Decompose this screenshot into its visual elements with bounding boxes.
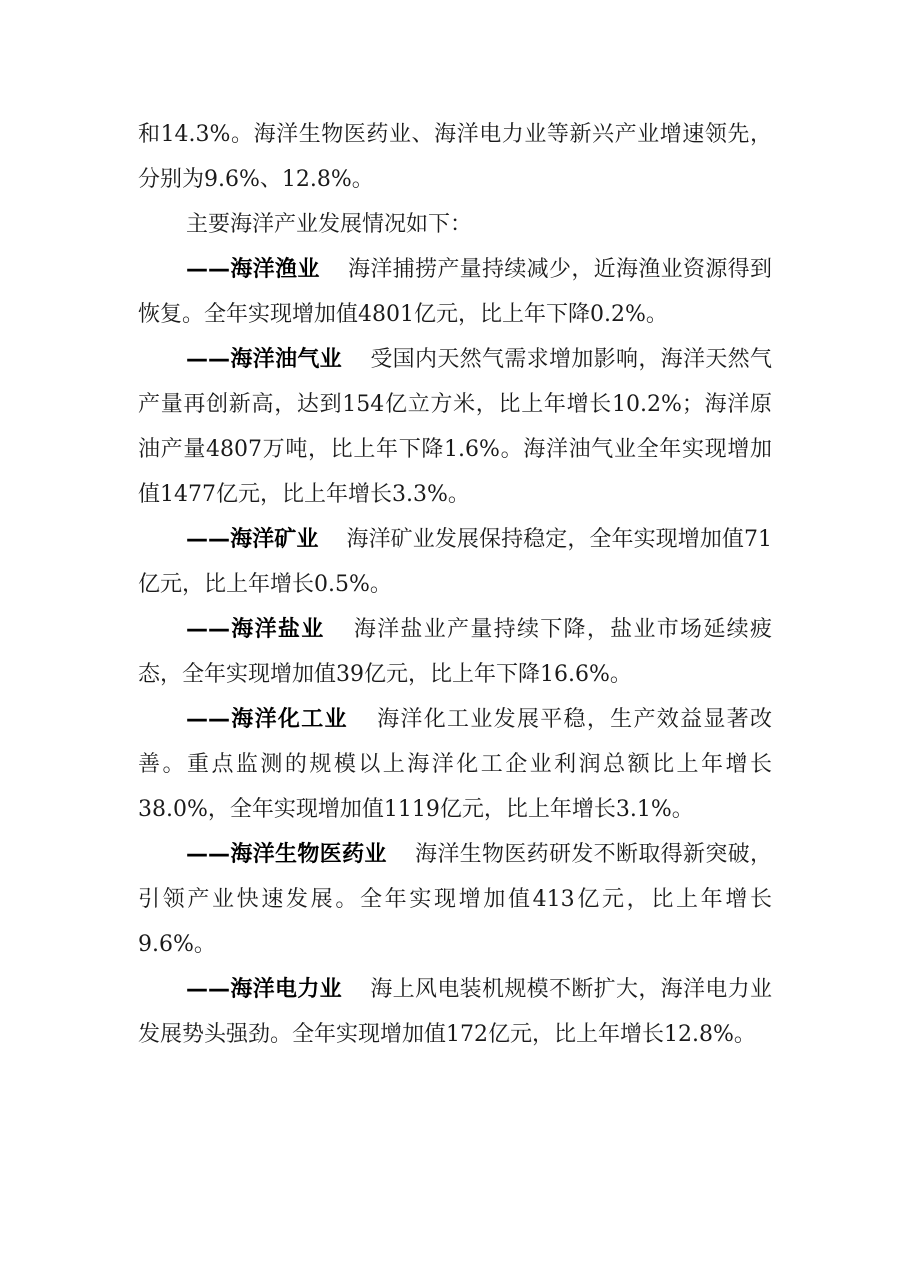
section-body: 受国内天然气需求增加影响，海洋天然气产量再创新高，达到154亿立方米，比上年增长10.2%；海洋原油产量4807万吨，比上年下降1.6%。海洋油气业全年实现增加值1477亿元，比上年增长3.3%。 [138,347,772,507]
lead-text: 主要海洋产业发展情况如下： [186,212,473,237]
section-body: 海洋生物医药研发不断取得新突破，引领产业快速发展。全年实现增加值413亿元，比上年增长9.6%。 [138,842,772,957]
section-body: 海洋捕捞产量持续减少，近海渔业资源得到恢复。全年实现增加值4801亿元，比上年下降0.2%。 [138,257,772,327]
section-heading: ——海洋生物医药业 [186,842,387,867]
section-chemical [138,697,772,832]
section-body: 海上风电装机规模不断扩大，海洋电力业发展势头强劲。全年实现增加值172亿元，比上年增长12.8%。 [138,977,772,1047]
section-body: 海洋矿业发展保持稳定，全年实现增加值71亿元，比上年增长0.5%。 [138,527,772,597]
section-mining [138,517,772,607]
section-body: 海洋盐业产量持续下降，盐业市场延续疲态，全年实现增加值39亿元，比上年下降16.6%。 [138,617,772,687]
section-fishery [138,247,772,337]
section-heading: ——海洋盐业 [186,617,325,642]
section-body: 海洋化工业发展平稳，生产效益显著改善。重点监测的规模以上海洋化工企业利润总额比上年增长38.0%，全年实现增加值1119亿元，比上年增长3.1%。 [138,707,772,822]
section-electric-power [138,967,772,1057]
section-heading: ——海洋油气业 [186,347,342,372]
section-heading: ——海洋渔业 [186,257,320,282]
lead-paragraph [138,202,772,247]
intro-paragraph [138,112,772,202]
section-biomedicine [138,832,772,967]
intro-text: 和14.3%。海洋生物医药业、海洋电力业等新兴产业增速领先，分别为9.6%、12.8%。 [138,122,772,192]
section-heading: ——海洋矿业 [186,527,319,552]
document-page [138,112,772,1057]
section-salt [138,607,772,697]
section-heading: ——海洋电力业 [186,977,342,1002]
section-oil-gas [138,337,772,517]
section-heading: ——海洋化工业 [186,707,348,732]
